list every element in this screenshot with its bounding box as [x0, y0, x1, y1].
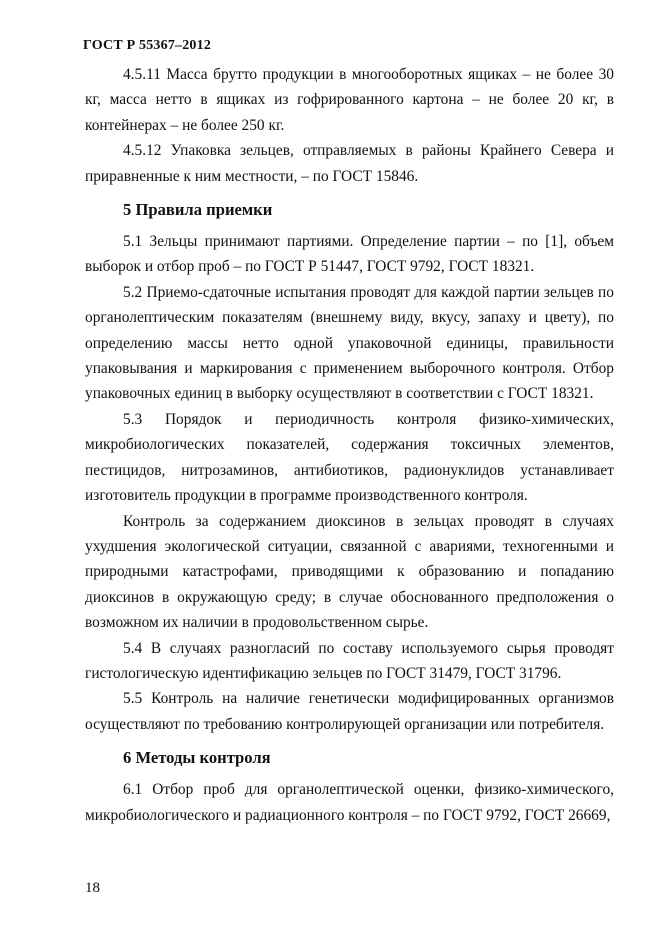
paragraph-4-5-11: 4.5.11 Масса брутто продукции в многооборотных ящиках – не более 30 кг, масса нетто в ящиках из гофрированного картона – не более 20 кг, в контейнерах – не более 250 кг. [85, 66, 614, 134]
paragraph-5-3: 5.3 Порядок и периодичность контроля физико-химических, микробиологических показателей, содержания токсичных элементов, пестицидов, нитрозаминов, антибиотиков, радионуклидов устанавливает изготовитель продукции в программе производственного контроля. [85, 410, 614, 505]
paragraph-5-1: 5.1 Зельцы принимают партиями. Определение партии – по [1], объем выборок и отбор проб – по ГОСТ Р 51447, ГОСТ 9792, ГОСТ 18321. [85, 233, 614, 276]
document-code-header: ГОСТ Р 55367–2012 [83, 38, 212, 53]
document-body [85, 62, 614, 828]
paragraph-5-4: 5.4 В случаях разногласий по составу используемого сырья проводят гистологическую идентификацию зельцев по ГОСТ 31479, ГОСТ 31796. [85, 639, 614, 682]
paragraph-5-3-dioxins: Контроль за содержанием диоксинов в зельцах проводят в случаях ухудшения экологической ситуации, связанной с авариями, техногенными и природными катастрофами, приводящими к образованию и попаданию диоксинов в окружающую среду; в случае обоснованного предположения о возможном их наличии в продовольственном сырье. [85, 512, 614, 632]
paragraph-4-5-12: 4.5.12 Упаковка зельцев, отправляемых в районы Крайнего Севера и приравненные к ним местности, – по ГОСТ 15846. [85, 142, 614, 185]
page-number: 18 [85, 880, 100, 896]
section-heading-5: 5 Правила приемки [123, 200, 273, 220]
paragraph-6-1: 6.1 Отбор проб для органолептической оценки, физико-химического, микробиологического и радиационного контроля – по ГОСТ 9792, ГОСТ 26669, [85, 781, 614, 824]
paragraph-5-5: 5.5 Контроль на наличие генетически модифицированных организмов осуществляют по требованию контролирующей организации или потребителя. [85, 690, 614, 733]
paragraph-5-2: 5.2 Приемо-сдаточные испытания проводят для каждой партии зельцев по органолептическим показателям (внешнему виду, вкусу, запаху и цвету), по определению массы нетто одной упаковочной единицы, правильности упаковывания и маркирования с применением выборочного контроля. Отбор упаковочных единиц в выборку осуществляют в соответствии с ГОСТ 18321. [85, 283, 614, 403]
section-heading-6: 6 Методы контроля [123, 748, 271, 768]
